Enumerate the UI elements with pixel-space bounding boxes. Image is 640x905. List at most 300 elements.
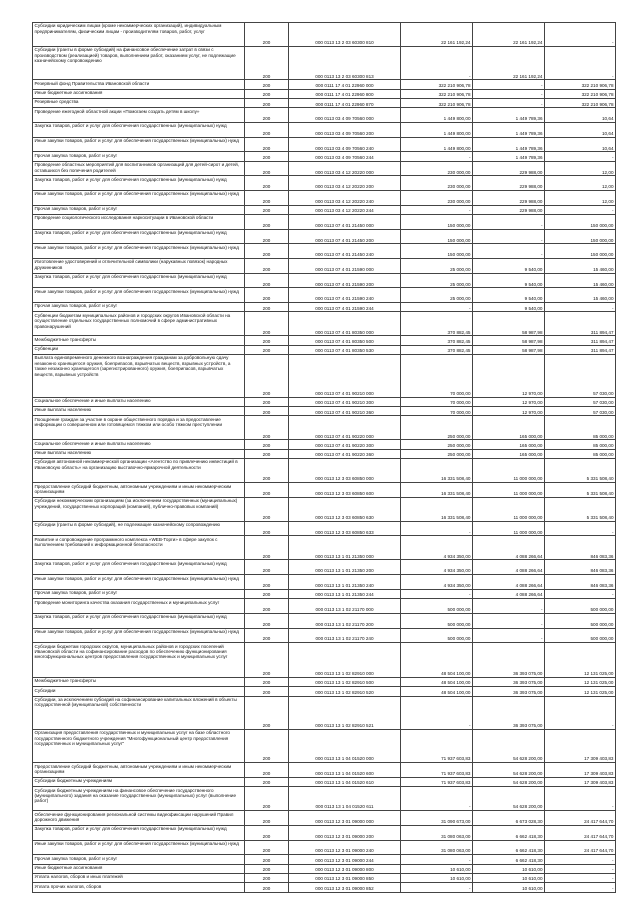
approved-amount: 230 000,00	[401, 161, 473, 176]
table-row	[33, 336, 616, 345]
approved-amount: 22 161 192,24	[401, 23, 473, 47]
item-name: Иные выплаты населению	[33, 449, 245, 458]
table-row	[33, 176, 616, 191]
unexecuted-amount: 85 000,00	[545, 440, 616, 449]
budget-classification-code: 000 0113 07 4 01 80350 530	[289, 345, 401, 354]
executed-amount: 229 988,00	[473, 191, 545, 206]
unexecuted-amount: 57 030,00	[545, 397, 616, 406]
unexecuted-amount: -	[545, 205, 616, 214]
line-code: 200	[245, 521, 289, 536]
approved-amount: 71 937 603,83	[401, 763, 473, 778]
executed-amount: 11 000 000,00	[473, 483, 545, 498]
unexecuted-amount: 846 083,36	[545, 575, 616, 590]
unexecuted-amount: -	[545, 696, 616, 729]
approved-amount: 16 331 508,40	[401, 459, 473, 483]
approved-amount: 150 000,00	[401, 244, 473, 259]
line-code: 200	[245, 628, 289, 643]
line-code: 200	[245, 288, 289, 303]
item-name: Субсидии юридическим лицам (кроме некоммерческих организаций), индивидуальным предпринимателям, физическим лицам - производителям товаров, работ, услуг	[33, 23, 245, 47]
unexecuted-amount: 846 083,36	[545, 560, 616, 575]
executed-amount: 4 088 266,64	[473, 536, 545, 560]
approved-amount: 31 090 673,00	[401, 811, 473, 826]
table-row	[33, 864, 616, 873]
executed-amount: -	[473, 89, 545, 98]
table-row	[33, 497, 616, 521]
item-name: Иные закупки товаров, работ и услуг для обеспечения государственных (муниципальных) нужд	[33, 288, 245, 303]
line-code: 200	[245, 47, 289, 80]
line-code: 200	[245, 643, 289, 678]
budget-classification-code: 000 0113 07 4 01 21450 200	[289, 229, 401, 244]
approved-amount: 250 000,00	[401, 440, 473, 449]
table-row	[33, 763, 616, 778]
table-row	[33, 873, 616, 882]
line-code: 200	[245, 244, 289, 259]
approved-amount: 500 000,00	[401, 628, 473, 643]
line-code: 200	[245, 161, 289, 176]
unexecuted-amount: -	[545, 47, 616, 80]
approved-amount: -	[401, 47, 473, 80]
approved-amount: 150 000,00	[401, 229, 473, 244]
budget-classification-code: 000 0113 03 4 09 70560 240	[289, 137, 401, 152]
budget-classification-code: 000 0113 12 3 01 09000 850	[289, 873, 401, 882]
executed-amount: 12 970,00	[473, 407, 545, 416]
table-row	[33, 483, 616, 498]
line-code: 200	[245, 840, 289, 855]
line-code: 200	[245, 176, 289, 191]
unexecuted-amount: 500 000,00	[545, 613, 616, 628]
unexecuted-amount: -	[545, 787, 616, 811]
item-name: Поощрение граждан за участие в охране общественного порядка и за предоставление информации о совершенном или готовящемся тяжком или особо тяжком преступлении	[33, 416, 245, 440]
approved-amount: 1 449 800,00	[401, 137, 473, 152]
approved-amount: 230 000,00	[401, 191, 473, 206]
table-row	[33, 825, 616, 840]
item-name: Закупка товаров, работ и услуг для обеспечения государственных (муниципальных) нужд	[33, 613, 245, 628]
item-name: Субвенции	[33, 345, 245, 354]
approved-amount: -	[401, 696, 473, 729]
budget-classification-code: 000 0113 03 4 09 70560 244	[289, 152, 401, 161]
line-code: 200	[245, 864, 289, 873]
table-row	[33, 205, 616, 214]
budget-classification-code: 000 0113 12 3 03 60850 000	[289, 459, 401, 483]
budget-classification-code: 000 0113 07 4 01 21590 000	[289, 259, 401, 274]
line-code: 200	[245, 152, 289, 161]
executed-amount: -	[473, 599, 545, 614]
approved-amount: 150 000,00	[401, 215, 473, 230]
item-name: Уплата прочих налогов, сборов	[33, 883, 245, 892]
budget-classification-code: 000 0113 07 4 01 21450 000	[289, 215, 401, 230]
unexecuted-amount: 12,00	[545, 161, 616, 176]
unexecuted-amount: 5 331 508,40	[545, 459, 616, 483]
executed-amount: 36 393 075,00	[473, 643, 545, 678]
table-row	[33, 123, 616, 138]
item-name: Субсидия автономной некоммерческой организации «Агентство по привлечению инвестиций в Ивановскую область» на организацию выставочно-ярмарочной деятельности	[33, 459, 245, 483]
executed-amount: -	[473, 80, 545, 89]
unexecuted-amount: 85 000,00	[545, 449, 616, 458]
item-name: Проведение ежегодной областной акции «Помогаем создать детям в школу»	[33, 108, 245, 123]
executed-amount: 12 970,00	[473, 397, 545, 406]
line-code: 200	[245, 303, 289, 312]
item-name: Прочая закупка товаров, работ и услуг	[33, 152, 245, 161]
approved-amount: 25 000,00	[401, 288, 473, 303]
executed-amount: 11 000 000,00	[473, 497, 545, 521]
budget-classification-code: 000 0113 13 1 02 82910 521	[289, 696, 401, 729]
budget-classification-code: 000 0113 12 3 03 60850 600	[289, 483, 401, 498]
item-name: Закупка товаров, работ и услуг для обеспечения государственных (муниципальных) нужд	[33, 273, 245, 288]
unexecuted-amount: 322 210 906,78	[545, 99, 616, 108]
item-name: Прочая закупка товаров, работ и услуг	[33, 855, 245, 864]
table-row	[33, 312, 616, 336]
item-name: Проведение социологического исследования наркоситуации в Ивановской области	[33, 215, 245, 230]
item-name: Межбюджетные трансферты	[33, 677, 245, 686]
line-code: 200	[245, 99, 289, 108]
item-name: Проведение областных мероприятий для воспитанников организаций для детей-сирот и детей, оставшихся без попечения родителей	[33, 161, 245, 176]
unexecuted-amount: -	[545, 589, 616, 598]
table-row	[33, 303, 616, 312]
approved-amount: -	[401, 521, 473, 536]
table-row	[33, 152, 616, 161]
line-code: 200	[245, 483, 289, 498]
table-row	[33, 687, 616, 696]
approved-amount: 70 000,00	[401, 397, 473, 406]
item-name: Иные закупки товаров, работ и услуг для обеспечения государственных (муниципальных) нужд	[33, 244, 245, 259]
unexecuted-amount: -	[545, 883, 616, 892]
executed-amount: 54 628 200,00	[473, 763, 545, 778]
executed-amount: 1 449 789,36	[473, 123, 545, 138]
table-row	[33, 191, 616, 206]
item-name: Выплата единовременного денежного вознаграждения гражданам за добровольную сдачу незаконно хранящегося оружия, боеприпасов, взрывчатых веществ, взрывных устройств, а также незаконно хранящегося (зарегистрированного) оружия, боеприпасов, взрывчатых веществ, взрывных устройств	[33, 355, 245, 398]
line-code: 200	[245, 560, 289, 575]
approved-amount: 48 504 100,00	[401, 643, 473, 678]
line-code: 200	[245, 108, 289, 123]
unexecuted-amount: 15 460,00	[545, 259, 616, 274]
approved-amount: 70 000,00	[401, 407, 473, 416]
item-name: Прочая закупка товаров, работ и услуг	[33, 303, 245, 312]
table-row	[33, 244, 616, 259]
executed-amount: -	[473, 229, 545, 244]
budget-classification-code: 000 0113 13 1 02 82910 000	[289, 643, 401, 678]
executed-amount: 6 662 418,30	[473, 855, 545, 864]
approved-amount: -	[401, 589, 473, 598]
unexecuted-amount: 17 309 403,83	[545, 729, 616, 762]
unexecuted-amount: 12 131 025,00	[545, 687, 616, 696]
budget-classification-code: 000 0113 13 1 02 82910 500	[289, 677, 401, 686]
budget-classification-code: 000 0113 12 3 01 09000 852	[289, 883, 401, 892]
table-row	[33, 99, 616, 108]
unexecuted-amount: 17 309 403,83	[545, 763, 616, 778]
line-code: 200	[245, 459, 289, 483]
budget-classification-code: 000 0113 12 3 01 09000 800	[289, 864, 401, 873]
budget-classification-code: 000 0113 13 2 03 60300 813	[289, 47, 401, 80]
line-code: 200	[245, 497, 289, 521]
approved-amount: 250 000,00	[401, 449, 473, 458]
executed-amount: 12 970,00	[473, 355, 545, 398]
unexecuted-amount: 24 417 644,70	[545, 840, 616, 855]
table-row	[33, 521, 616, 536]
approved-amount: 31 080 063,00	[401, 840, 473, 855]
executed-amount: 229 988,00	[473, 161, 545, 176]
table-body	[33, 23, 616, 893]
item-name: Развитие и сопровождение программного комплекса «WEB-Торги» в сфере закупок с выполнением требований к информационной безопасности	[33, 536, 245, 560]
item-name: Межбюджетные трансферты	[33, 336, 245, 345]
approved-amount: 322 210 906,78	[401, 80, 473, 89]
executed-amount: -	[473, 244, 545, 259]
executed-amount: 9 540,00	[473, 288, 545, 303]
approved-amount: 230 000,00	[401, 176, 473, 191]
table-row	[33, 560, 616, 575]
executed-amount: 229 988,00	[473, 176, 545, 191]
budget-classification-code: 000 0113 07 4 01 90210 360	[289, 407, 401, 416]
executed-amount: 229 988,00	[473, 205, 545, 214]
item-name: Иные закупки товаров, работ и услуг для обеспечения государственных (муниципальных) нужд	[33, 575, 245, 590]
line-code: 200	[245, 137, 289, 152]
table-row	[33, 536, 616, 560]
executed-amount: 165 000,00	[473, 416, 545, 440]
approved-amount: 25 000,00	[401, 259, 473, 274]
item-name: Изготовление удостоверений и отличительной символики (нарукавных повязок) народных дружинников	[33, 259, 245, 274]
approved-amount: 71 937 603,83	[401, 777, 473, 786]
unexecuted-amount: 150 000,00	[545, 244, 616, 259]
line-code: 200	[245, 873, 289, 882]
budget-classification-code: 000 0113 12 3 01 09000 240	[289, 840, 401, 855]
unexecuted-amount: 150 000,00	[545, 215, 616, 230]
executed-amount: -	[473, 613, 545, 628]
approved-amount: 48 504 100,00	[401, 677, 473, 686]
line-code: 200	[245, 589, 289, 598]
table-row	[33, 599, 616, 614]
item-name: Социальное обеспечение и иные выплаты населению	[33, 397, 245, 406]
line-code: 200	[245, 787, 289, 811]
table-row	[33, 161, 616, 176]
table-row	[33, 628, 616, 643]
executed-amount: 165 000,00	[473, 440, 545, 449]
item-name: Социальное обеспечение и иные выплаты населению	[33, 440, 245, 449]
item-name: Предоставление субсидий бюджетным, автономным учреждениям и иным некоммерческим организациям	[33, 483, 245, 498]
line-code: 200	[245, 825, 289, 840]
executed-amount: 1 449 789,36	[473, 152, 545, 161]
line-code: 200	[245, 440, 289, 449]
approved-amount: 71 937 603,83	[401, 729, 473, 762]
budget-classification-code: 000 0113 07 4 01 21590 244	[289, 303, 401, 312]
item-name: Иные закупки товаров, работ и услуг для обеспечения государственных (муниципальных) нужд	[33, 628, 245, 643]
line-code: 200	[245, 336, 289, 345]
line-code: 200	[245, 407, 289, 416]
budget-classification-code: 000 0113 07 4 01 21590 200	[289, 273, 401, 288]
item-name: Иные закупки товаров, работ и услуг для обеспечения государственных (муниципальных) нужд	[33, 840, 245, 855]
budget-classification-code: 000 0113 12 3 01 09000 244	[289, 855, 401, 864]
budget-report-page	[32, 22, 615, 893]
unexecuted-amount: -	[545, 521, 616, 536]
table-row	[33, 215, 616, 230]
item-name: Иные выплаты населению	[33, 407, 245, 416]
budget-classification-code: 000 0113 12 3 01 09000 000	[289, 811, 401, 826]
unexecuted-amount: 10,64	[545, 123, 616, 138]
budget-classification-code: 000 0113 12 3 03 60850 630	[289, 497, 401, 521]
executed-amount: 36 393 075,00	[473, 677, 545, 686]
item-name: Иные закупки товаров, работ и услуг для обеспечения государственных (муниципальных) нужд	[33, 137, 245, 152]
unexecuted-amount: 311 894,47	[545, 345, 616, 354]
table-row	[33, 89, 616, 98]
line-code: 200	[245, 729, 289, 762]
line-code: 200	[245, 763, 289, 778]
budget-classification-code: 000 0113 07 4 01 90220 300	[289, 440, 401, 449]
unexecuted-amount: 10,64	[545, 108, 616, 123]
budget-classification-code: 000 0113 13 1 02 21170 240	[289, 628, 401, 643]
line-code: 200	[245, 259, 289, 274]
budget-classification-code: 000 0113 07 4 01 80350 000	[289, 312, 401, 336]
table-row	[33, 643, 616, 678]
table-row	[33, 355, 616, 398]
approved-amount: 322 210 906,78	[401, 89, 473, 98]
unexecuted-amount: 12,00	[545, 176, 616, 191]
table-row	[33, 729, 616, 762]
unexecuted-amount: -	[545, 152, 616, 161]
budget-classification-code: 000 0113 07 4 01 21450 240	[289, 244, 401, 259]
table-row	[33, 440, 616, 449]
budget-classification-code: 000 0113 13 1 01 21350 000	[289, 536, 401, 560]
item-name: Субсидии (гранты в форме субсидий) на финансовое обеспечение затрат в связи с производством (реализацией) товаров, выполнением работ, оказанием услуг, не подлежащие казначейскому сопровождению	[33, 47, 245, 80]
unexecuted-amount: 12,00	[545, 191, 616, 206]
approved-amount: 250 000,00	[401, 416, 473, 440]
item-name: Субсидии бюджетным учреждениям	[33, 777, 245, 786]
executed-amount: -	[473, 99, 545, 108]
unexecuted-amount: 24 417 644,70	[545, 811, 616, 826]
table-row	[33, 47, 616, 80]
approved-amount: 500 000,00	[401, 599, 473, 614]
line-code: 200	[245, 855, 289, 864]
unexecuted-amount: 12 131 025,00	[545, 643, 616, 678]
executed-amount: 54 628 200,00	[473, 787, 545, 811]
budget-classification-code: 000 0113 13 1 04 01520 600	[289, 763, 401, 778]
item-name: Уплата налогов, сборов и иных платежей	[33, 873, 245, 882]
table-row	[33, 677, 616, 686]
item-name: Резервные средства	[33, 99, 245, 108]
budget-classification-code: 000 0113 13 1 01 21350 240	[289, 575, 401, 590]
budget-classification-code: 000 0113 03 4 12 20220 200	[289, 176, 401, 191]
item-name: Субсидии некоммерческим организациям (за исключением государственных (муниципальных) учреждений, государственных корпораций (компаний), публично-правовых компаний)	[33, 497, 245, 521]
approved-amount: 370 882,45	[401, 312, 473, 336]
table-row	[33, 397, 616, 406]
executed-amount: 58 987,98	[473, 312, 545, 336]
approved-amount: -	[401, 855, 473, 864]
executed-amount: 58 987,98	[473, 345, 545, 354]
budget-classification-code: 000 0113 13 2 03 60300 810	[289, 23, 401, 47]
budget-classification-code: 000 0113 07 4 01 80350 500	[289, 336, 401, 345]
unexecuted-amount: 5 331 508,40	[545, 497, 616, 521]
executed-amount: 22 161 192,24	[473, 23, 545, 47]
budget-classification-code: 000 0113 12 3 01 09000 200	[289, 825, 401, 840]
table-row	[33, 449, 616, 458]
executed-amount: 36 393 075,00	[473, 696, 545, 729]
unexecuted-amount: 311 894,47	[545, 312, 616, 336]
approved-amount: 370 882,45	[401, 345, 473, 354]
line-code: 200	[245, 575, 289, 590]
item-name: Обеспечение функционирования региональной системы видеофиксации нарушений Правил дорожного движения	[33, 811, 245, 826]
approved-amount: -	[401, 205, 473, 214]
table-row	[33, 288, 616, 303]
item-name: Резервный фонд Правительства Ивановской области	[33, 80, 245, 89]
budget-classification-code: 000 0113 03 4 12 20220 240	[289, 191, 401, 206]
budget-classification-code: 000 0113 13 1 02 21170 200	[289, 613, 401, 628]
item-name: Закупка товаров, работ и услуг для обеспечения государственных (муниципальных) нужд	[33, 123, 245, 138]
approved-amount: 4 934 350,00	[401, 536, 473, 560]
unexecuted-amount: 150 000,00	[545, 229, 616, 244]
approved-amount: -	[401, 883, 473, 892]
executed-amount: 165 000,00	[473, 449, 545, 458]
item-name: Субсидии (гранты в форме субсидий), не подлежащие казначейскому сопровождению	[33, 521, 245, 536]
executed-amount: 1 449 789,36	[473, 108, 545, 123]
approved-amount: 31 080 063,00	[401, 825, 473, 840]
executed-amount: -	[473, 628, 545, 643]
line-code: 200	[245, 312, 289, 336]
table-row	[33, 416, 616, 440]
item-name: Иные закупки товаров, работ и услуг для обеспечения государственных (муниципальных) нужд	[33, 191, 245, 206]
executed-amount: 10 610,00	[473, 873, 545, 882]
approved-amount: 16 331 508,40	[401, 483, 473, 498]
line-code: 200	[245, 355, 289, 398]
unexecuted-amount: -	[545, 303, 616, 312]
table-row	[33, 575, 616, 590]
line-code: 200	[245, 123, 289, 138]
unexecuted-amount: 15 460,00	[545, 288, 616, 303]
item-name: Проведение мониторинга качества оказания государственных и муниципальных услуг	[33, 599, 245, 614]
table-row	[33, 811, 616, 826]
item-name: Субсидии	[33, 687, 245, 696]
approved-amount: 16 331 508,40	[401, 497, 473, 521]
approved-amount: 4 934 350,00	[401, 575, 473, 590]
executed-amount: 36 393 075,00	[473, 687, 545, 696]
budget-classification-code: 000 0113 12 3 03 60850 633	[289, 521, 401, 536]
unexecuted-amount: -	[545, 23, 616, 47]
executed-amount: 11 000 000,00	[473, 521, 545, 536]
item-name: Закупка товаров, работ и услуг для обеспечения государственных (муниципальных) нужд	[33, 176, 245, 191]
table-row	[33, 229, 616, 244]
line-code: 200	[245, 397, 289, 406]
unexecuted-amount: 500 000,00	[545, 628, 616, 643]
line-code: 200	[245, 416, 289, 440]
item-name: Прочая закупка товаров, работ и услуг	[33, 589, 245, 598]
table-row	[33, 108, 616, 123]
item-name: Иные бюджетные ассигнования	[33, 89, 245, 98]
line-code: 200	[245, 687, 289, 696]
budget-classification-code: 000 0113 07 4 01 90210 300	[289, 397, 401, 406]
line-code: 200	[245, 696, 289, 729]
table-row	[33, 840, 616, 855]
item-name: Субсидии, за исключением субсидий на софинансирование капитальных вложений в объекты государственной (муниципальной) собственности	[33, 696, 245, 729]
line-code: 200	[245, 883, 289, 892]
budget-classification-code: 000 0113 03 4 12 20220 244	[289, 205, 401, 214]
line-code: 200	[245, 811, 289, 826]
table-row	[33, 273, 616, 288]
budget-classification-code: 000 0113 07 4 01 90210 000	[289, 355, 401, 398]
table-row	[33, 80, 616, 89]
table-row	[33, 345, 616, 354]
approved-amount: 322 210 906,78	[401, 99, 473, 108]
unexecuted-amount: 17 309 403,83	[545, 777, 616, 786]
line-code: 200	[245, 205, 289, 214]
approved-amount: 70 000,00	[401, 355, 473, 398]
executed-amount: 11 000 000,00	[473, 459, 545, 483]
budget-classification-code: 000 0113 13 1 02 82910 520	[289, 687, 401, 696]
line-code: 200	[245, 23, 289, 47]
line-code: 200	[245, 677, 289, 686]
item-name: Закупка товаров, работ и услуг для обеспечения государственных (муниципальных) нужд	[33, 560, 245, 575]
unexecuted-amount: 12 131 025,00	[545, 677, 616, 686]
approved-amount: 1 449 800,00	[401, 108, 473, 123]
budget-classification-code: 000 0111 17 4 01 22960 870	[289, 99, 401, 108]
unexecuted-amount: 15 460,00	[545, 273, 616, 288]
approved-amount: -	[401, 152, 473, 161]
unexecuted-amount: 500 000,00	[545, 599, 616, 614]
